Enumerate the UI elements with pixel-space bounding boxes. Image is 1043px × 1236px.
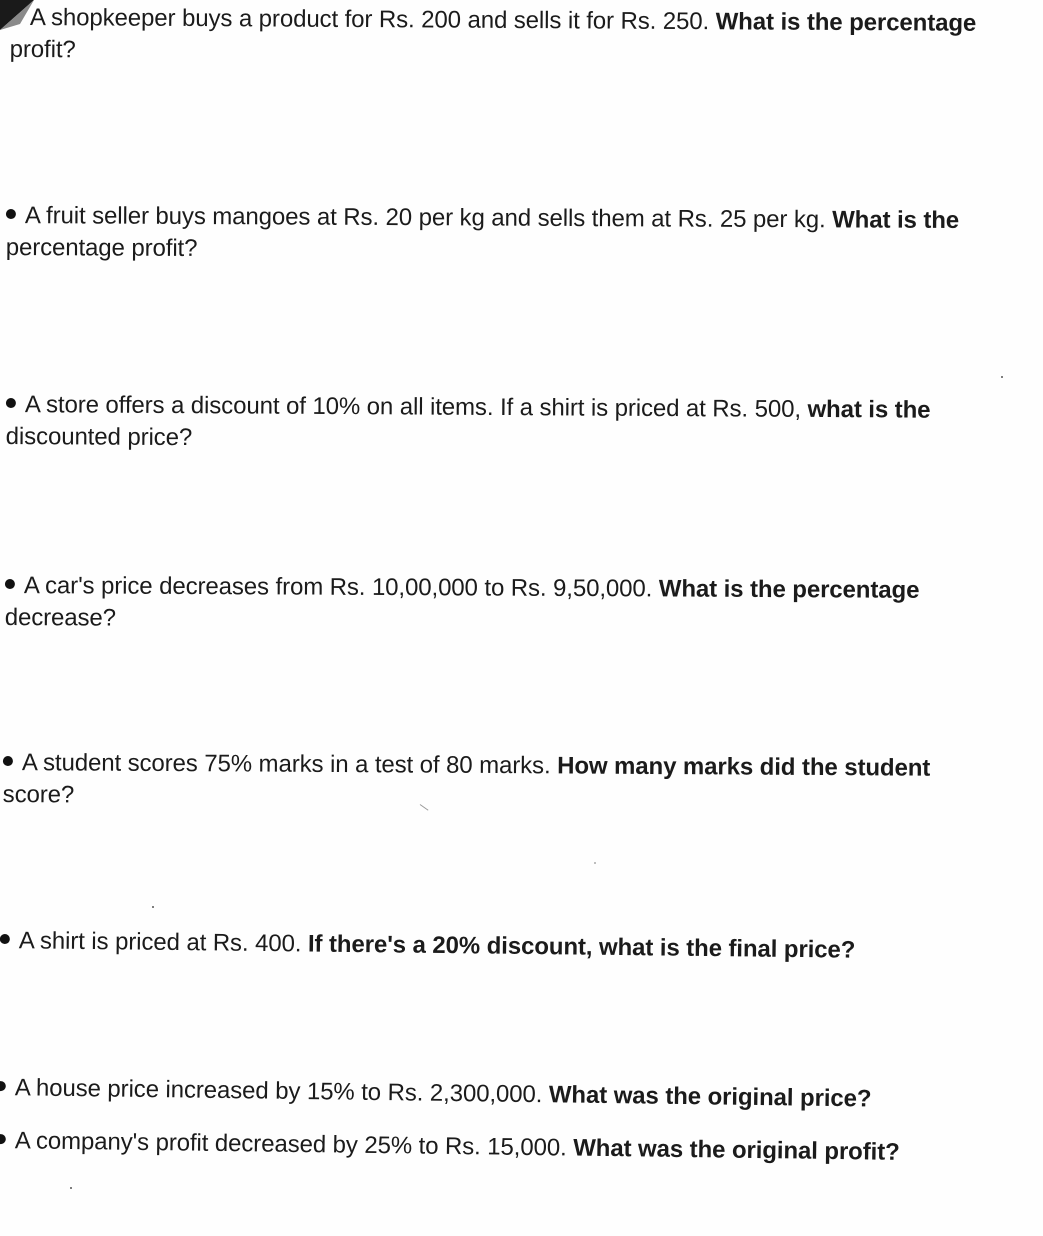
question-6 xyxy=(0,925,855,967)
question-5-line-2: score? xyxy=(2,780,75,809)
scan-speck xyxy=(1001,376,1003,378)
question-6-bold-text: If there's a 20% discount, what is the final price? xyxy=(307,930,856,964)
question-2-text: A fruit seller buys mangoes at Rs. 20 per kg and sells them at Rs. 25 per kg. xyxy=(24,202,833,234)
question-3-text: A store offers a discount of 10% on all items. If a shirt is priced at Rs. 500, xyxy=(24,391,808,423)
question-5 xyxy=(3,747,931,817)
question-4 xyxy=(5,570,920,639)
question-8 xyxy=(0,1125,900,1169)
question-6-line-1 xyxy=(0,925,855,967)
question-8-text: A company's profit decreased by 25% to Rs. 15,000. xyxy=(14,1127,574,1162)
bullet-icon xyxy=(5,579,15,589)
bullet-icon xyxy=(6,209,16,219)
question-4-line-2: decrease? xyxy=(4,603,117,632)
question-7-bold-text: What was the original price? xyxy=(548,1081,872,1113)
question-3 xyxy=(6,389,931,459)
bullet-icon xyxy=(6,398,16,408)
question-6-text: A shirt is priced at Rs. 400. xyxy=(18,927,309,958)
question-5-text: A student scores 75% marks in a test of 80 marks. xyxy=(21,749,558,780)
question-2 xyxy=(6,200,959,269)
question-1-text: A shopkeeper buys a product for Rs. 200 and sells it for Rs. 250. xyxy=(29,3,716,36)
question-8-bold-text: What was the original profit? xyxy=(573,1134,900,1166)
scan-speck xyxy=(152,906,154,908)
question-5-bold-text: How many marks did the student xyxy=(557,752,931,782)
question-2-line-1 xyxy=(6,200,959,237)
question-2-bold-text: What is the xyxy=(832,206,960,234)
question-1-bold-text: What is the percentage xyxy=(715,8,977,37)
question-7 xyxy=(0,1072,872,1115)
question-3-line-2: discounted price? xyxy=(5,422,193,452)
question-1-line-1 xyxy=(30,2,976,40)
bullet-icon xyxy=(0,934,10,944)
scan-speck xyxy=(594,862,596,864)
question-8-line-1 xyxy=(0,1125,900,1169)
question-4-bold-text: What is the percentage xyxy=(658,575,920,604)
bullet-icon xyxy=(0,1081,6,1091)
question-7-text: A house price increased by 15% to Rs. 2,300,000. xyxy=(14,1074,550,1109)
bullet-icon xyxy=(0,1134,6,1144)
question-2-line-2: percentage profit? xyxy=(5,233,198,263)
question-3-bold-text: what is the xyxy=(807,395,931,424)
question-1 xyxy=(9,2,977,72)
scan-speck xyxy=(70,1187,72,1189)
question-4-text: A car's price decreases from Rs. 10,00,000 to Rs. 9,50,000. xyxy=(23,572,659,603)
question-7-line-1 xyxy=(0,1072,872,1115)
bullet-icon xyxy=(3,756,13,766)
question-1-line-2: profit? xyxy=(9,35,76,64)
question-4-line-1 xyxy=(5,570,920,607)
question-5-line-1 xyxy=(3,747,931,785)
